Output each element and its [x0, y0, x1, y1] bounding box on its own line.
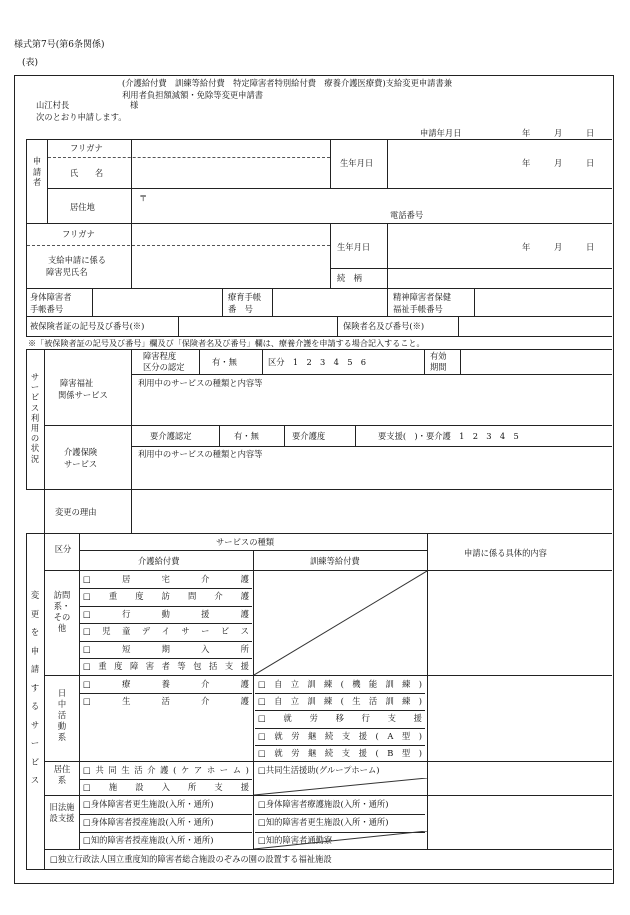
detail-header: 申請に係る具体的内容: [464, 548, 547, 558]
old-law-right-checkbox[interactable]: □身体障害者療護施設(入所・通所): [258, 799, 389, 809]
usage-section-label: サービス利用の状況: [30, 372, 40, 464]
care-cert-label: 要介護認定: [150, 431, 192, 441]
nicchu-kunren-checkbox[interactable]: □ 就 労 移 行 支 援: [258, 713, 422, 724]
diagonal-line: [254, 778, 427, 795]
old-law-left-checkbox[interactable]: □知的障害者授産施設(入所・通所): [83, 834, 214, 845]
old-law-right-checkbox[interactable]: □知的障害者更生施設(入所・通所): [258, 816, 389, 827]
apply-month: 月: [554, 128, 563, 138]
old-law-left-checkbox[interactable]: □身体障害者授産施設(入所・通所): [83, 816, 214, 827]
valid-period-label-1: 有効: [430, 351, 447, 361]
mental-card-label-2: 福祉手帳番号: [393, 304, 443, 314]
nicchu-kunren-checkbox[interactable]: □ 自 立 訓 練 ( 生 活 訓 練 ): [258, 696, 422, 707]
care-insurance-label-1: 介護保険: [64, 447, 98, 457]
nicchu-kunren-checkbox[interactable]: □ 就 労 継 続 支 援 ( A 型 ): [258, 730, 422, 741]
mental-card-label-1: 精神障害者保健: [393, 292, 452, 302]
applicant-birth-day: 日: [586, 158, 595, 168]
nicchu-label: 日中活動系: [57, 688, 67, 742]
row-divider: [255, 745, 425, 746]
kyoju-kunren-checkbox[interactable]: □共同生活援助(グループホーム): [258, 765, 380, 775]
physical-card-label-1: 身体障害者: [30, 292, 72, 302]
care-in-use-label: 利用中のサービスの種類と内容等: [138, 449, 263, 459]
houmon-service-checkbox[interactable]: □ 短 期 入 所: [83, 643, 249, 654]
insurance-note: ※「被保険者証の記号及び番号」欄及び「保険者名及び番号」欄は、療養介護を申請する場合記入すること。: [28, 338, 425, 348]
kyoju-label: 居住系: [53, 764, 71, 785]
child-name-label-2: 障害児氏名: [46, 267, 88, 277]
form-title-line2: 利用者負担額減額・免除等変更申請書: [122, 90, 264, 100]
old-right-diagonal: [254, 831, 427, 849]
houmon-label: 訪問系・その他: [53, 590, 71, 633]
nicchu-kunren-checkbox[interactable]: □ 自 立 訓 練 ( 機 能 訓 練 ): [258, 679, 422, 689]
kubun-header: 区分: [54, 544, 72, 554]
applicant-furigana-label: フリガナ: [70, 143, 103, 153]
applicant-name-label: 氏 名: [70, 168, 104, 178]
applicant-birth-year: 年: [522, 158, 531, 168]
row-divider: [255, 693, 425, 694]
child-birth-year: 年: [522, 242, 531, 252]
old-law-label: 旧法施設支援: [49, 802, 75, 823]
postal-mark: 〒: [139, 193, 148, 203]
applicant-address-label: 居住地: [70, 202, 95, 212]
applicant-birth-month: 月: [554, 158, 563, 168]
kyoju-kaigo-checkbox[interactable]: □ 共 同 生 活 介 護 ( ケ ア ホ ー ム ): [83, 765, 249, 775]
row-divider: [80, 779, 252, 780]
houmon-service-checkbox[interactable]: □ 重 度 障 害 者 等 包 括 支 援: [83, 661, 249, 671]
welfare-service-label-1: 障害福祉: [60, 378, 94, 388]
degree-kubun-scale[interactable]: 区分 1 2 3 4 5 6: [268, 357, 367, 367]
row-divider: [255, 814, 425, 815]
kunren-header: 訓練等給付費: [310, 556, 360, 566]
care-level-scale[interactable]: 要支援( )・要介護 1 2 3 4 5: [378, 431, 519, 441]
kyoju-kaigo-checkbox[interactable]: □ 施 設 入 所 支 援: [83, 782, 249, 792]
welfare-service-label-2: 関係サービス: [58, 390, 108, 400]
old-law-left-checkbox[interactable]: □身体障害者更生施設(入所・通所): [83, 799, 214, 809]
row-divider: [255, 710, 425, 711]
row-divider: [80, 814, 252, 815]
physical-card-label-2: 手帳番号: [30, 304, 64, 314]
row-divider: [80, 693, 252, 694]
row-divider: [80, 832, 252, 833]
addressee: 山江村長: [36, 100, 70, 110]
applicant-birth-label: 生年月日: [340, 158, 374, 168]
row-divider: [80, 623, 252, 624]
ryoiku-card-label-1: 療育手帳: [228, 292, 262, 302]
kyoju-kunren-diagonal: [254, 778, 427, 795]
row-divider: [80, 641, 252, 642]
degree-cert-label-2: 区分の認定: [143, 362, 185, 372]
nicchu-kaigo-checkbox[interactable]: □ 療 養 介 護: [83, 679, 249, 689]
form-frame: [14, 75, 614, 884]
child-birth-label: 生年月日: [337, 242, 371, 252]
reason-label: 変更の理由: [55, 507, 97, 517]
houmon-service-checkbox[interactable]: □ 居 宅 介 護: [83, 574, 249, 584]
old-law-right-checkbox[interactable]: □知的障害者通勤寮: [258, 834, 333, 845]
addressee-sama: 様: [130, 100, 139, 110]
form-number: 様式第7号(第6条関係): [14, 40, 105, 50]
row-divider: [255, 728, 425, 729]
care-yes-no[interactable]: 有・無: [234, 431, 259, 441]
nicchu-kaigo-checkbox[interactable]: □ 生 活 介 護: [83, 696, 249, 707]
child-birth-day: 日: [586, 242, 595, 252]
child-name-label-1: 支給申請に係る: [48, 255, 107, 265]
phone-label: 電話番号: [390, 210, 424, 220]
row-divider: [80, 588, 252, 589]
kaigo-header: 介護給付費: [138, 556, 180, 566]
row-divider: [80, 606, 252, 607]
welfare-in-use-label: 利用中のサービスの種類と内容等: [138, 378, 263, 388]
diagonal-line: [254, 831, 427, 849]
valid-period-label-2: 期間: [430, 362, 447, 372]
houmon-service-checkbox[interactable]: □ 児 童 デ イ サ ー ビ ス: [83, 626, 249, 637]
insured-number-label: 被保険者証の記号及び番号(※): [30, 321, 145, 331]
houmon-service-checkbox[interactable]: □ 行 動 援 護: [83, 608, 249, 619]
nozomi-checkbox[interactable]: □独立行政法人国立重度知的障害者総合施設のぞみの園の設置する福祉施設: [50, 854, 332, 864]
houmon-kunren-diagonal: [254, 571, 427, 675]
care-level-label: 要介護度: [292, 431, 326, 441]
form-side: (表): [22, 58, 39, 68]
diagonal-line: [254, 571, 427, 675]
care-insurance-label-2: サービス: [64, 459, 98, 469]
houmon-service-checkbox[interactable]: □ 重 度 訪 問 介 護: [83, 591, 249, 602]
insurer-label: 保険者名及び番号(※): [343, 321, 425, 331]
child-furigana-label: フリガナ: [62, 229, 95, 239]
degree-yes-no[interactable]: 有・無: [212, 357, 237, 367]
nicchu-kunren-checkbox[interactable]: □ 就 労 継 続 支 援 ( B 型 ): [258, 747, 422, 758]
change-section-label: 変更を申請するサービス: [30, 590, 40, 785]
child-relation-label: 続 柄: [337, 273, 362, 283]
child-birth-month: 月: [554, 242, 563, 252]
row-divider: [80, 658, 252, 659]
apply-day: 日: [586, 128, 595, 138]
degree-cert-label-1: 障害程度: [143, 351, 177, 361]
form-title-line1: (介護給付費 訓練等給付費 特定障害者特別給付費 療養介護医療費)支給変更申請書兼: [122, 78, 453, 88]
intro-text: 次のとおり申請します。: [36, 112, 127, 122]
ryoiku-card-label-2: 番 号: [228, 304, 253, 314]
applicant-section-label: 申請者: [32, 156, 42, 187]
apply-year: 年: [522, 128, 531, 138]
service-types-header: サービスの種類: [216, 537, 275, 547]
apply-date-label: 申請年月日: [420, 128, 462, 138]
